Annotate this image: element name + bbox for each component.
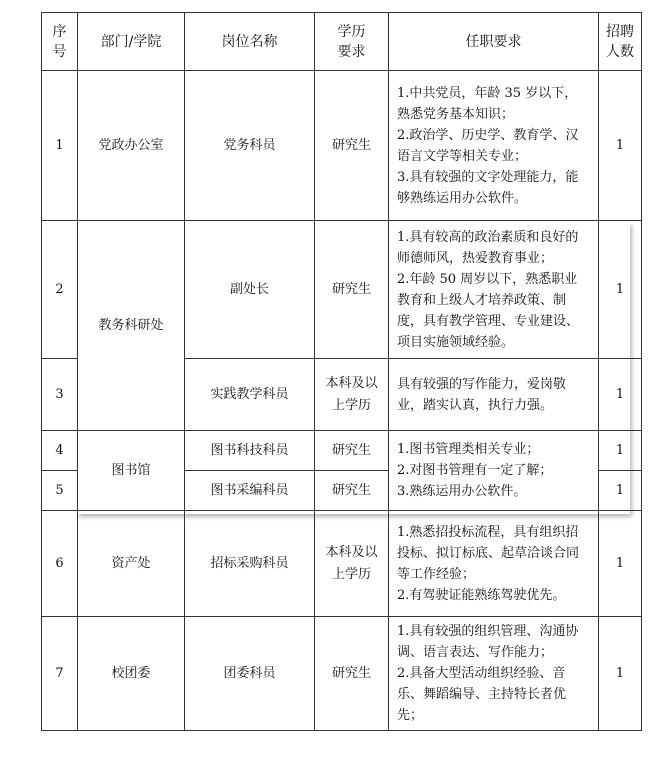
cell-position: 党务科员: [185, 71, 315, 221]
cell-dept: 校团委: [78, 617, 185, 731]
table-row: [42, 221, 642, 359]
cell-position: 图书科技科员: [185, 431, 315, 471]
cell-seq: 1: [42, 71, 78, 221]
table-row: [42, 617, 642, 731]
cell-count: 1: [599, 221, 642, 359]
requirement-line: 2.对图书管理有一定了解；: [397, 463, 553, 478]
cell-count: 1: [599, 359, 642, 431]
cell-seq: 3: [42, 359, 78, 431]
cell-dept: 党政办公室: [78, 71, 185, 221]
cell-count: 1: [599, 617, 642, 731]
header-count: 招聘人数: [599, 13, 642, 71]
requirement-line: 2.有驾驶证能熟练驾驶优先。: [397, 587, 566, 603]
cell-count: 1: [599, 71, 642, 221]
cell-position: 招标采购科员: [185, 511, 315, 617]
cell-requirements: [389, 617, 599, 731]
requirement-line: 3.具有较强的文字处理能力，能够熟练运用办公软件。: [397, 169, 579, 206]
requirement-line: 1.图书管理类相关专业；: [397, 442, 540, 457]
cell-position: 图书采编科员: [185, 471, 315, 511]
cell-dept: 资产处: [78, 511, 185, 617]
cell-dept: 图书馆: [78, 431, 185, 511]
requirement-line: 2.年龄 50 周岁以下，熟悉职业教育和上级人才培养政策、制度，具有教学管理、专业建设、项目实施领域经验。: [397, 271, 580, 350]
requirement-line: 2.具备大型活动组织经验、音乐、舞蹈编导、主持特长者优先；: [397, 666, 567, 723]
cell-edu: 研究生: [315, 431, 389, 471]
cell-position: 团委科员: [185, 617, 315, 731]
cell-requirements: [389, 71, 599, 221]
cell-edu: 研究生: [315, 471, 389, 511]
cell-seq: 5: [42, 471, 78, 511]
cell-count: 1: [599, 471, 642, 511]
cell-edu: 本科及以上学历: [315, 511, 389, 617]
table-row: [42, 431, 642, 471]
cell-edu: 研究生: [315, 617, 389, 731]
requirement-line: 2.政治学、历史学、教育学、汉语言文学等相关专业；: [397, 127, 579, 164]
header-req: 任职要求: [389, 13, 599, 71]
cell-position: 实践教学科员: [185, 359, 315, 431]
cell-edu: 研究生: [315, 71, 389, 221]
header-row: [42, 13, 642, 71]
requirement-line: 1.具有较高的政治素质和良好的师德师风，热爱教育事业；: [397, 229, 579, 266]
cell-seq: 7: [42, 617, 78, 731]
recruitment-table: [41, 12, 642, 731]
cell-requirements: [389, 359, 599, 431]
cell-requirements: [389, 511, 599, 617]
cell-edu: 本科及以上学历: [315, 359, 389, 431]
cell-seq: 2: [42, 221, 78, 359]
requirement-line: 1.中共党员，年龄 35 岁以下，熟悉党务基本知识；: [397, 85, 578, 122]
cell-requirements: [389, 431, 599, 511]
cell-position: 副处长: [185, 221, 315, 359]
table-row: [42, 71, 642, 221]
requirement-line: 1.具有较强的组织管理、沟通协调、语言表达、写作能力；: [397, 624, 579, 660]
cell-count: 1: [599, 431, 642, 471]
header-position: 岗位名称: [185, 13, 315, 71]
requirement-line: 3.熟练运用办公软件。: [397, 484, 527, 499]
cell-requirements: [389, 221, 599, 359]
header-dept: 部门/学院: [78, 13, 185, 71]
table-row: [42, 511, 642, 617]
requirement-line: 1.熟悉招投标流程，具有组织招投标、拟订标底、起草洽谈合同等工作经验；: [397, 524, 580, 582]
cell-count: 1: [599, 511, 642, 617]
header-edu: 学历要求: [315, 13, 389, 71]
cell-seq: 4: [42, 431, 78, 471]
cell-dept: 教务科研处: [78, 221, 185, 431]
cell-seq: 6: [42, 511, 78, 617]
cell-edu: 研究生: [315, 221, 389, 359]
header-seq: 序号: [42, 13, 78, 71]
requirement-line: 具有较强的写作能力，爱岗敬业，踏实认真，执行力强。: [397, 376, 567, 413]
